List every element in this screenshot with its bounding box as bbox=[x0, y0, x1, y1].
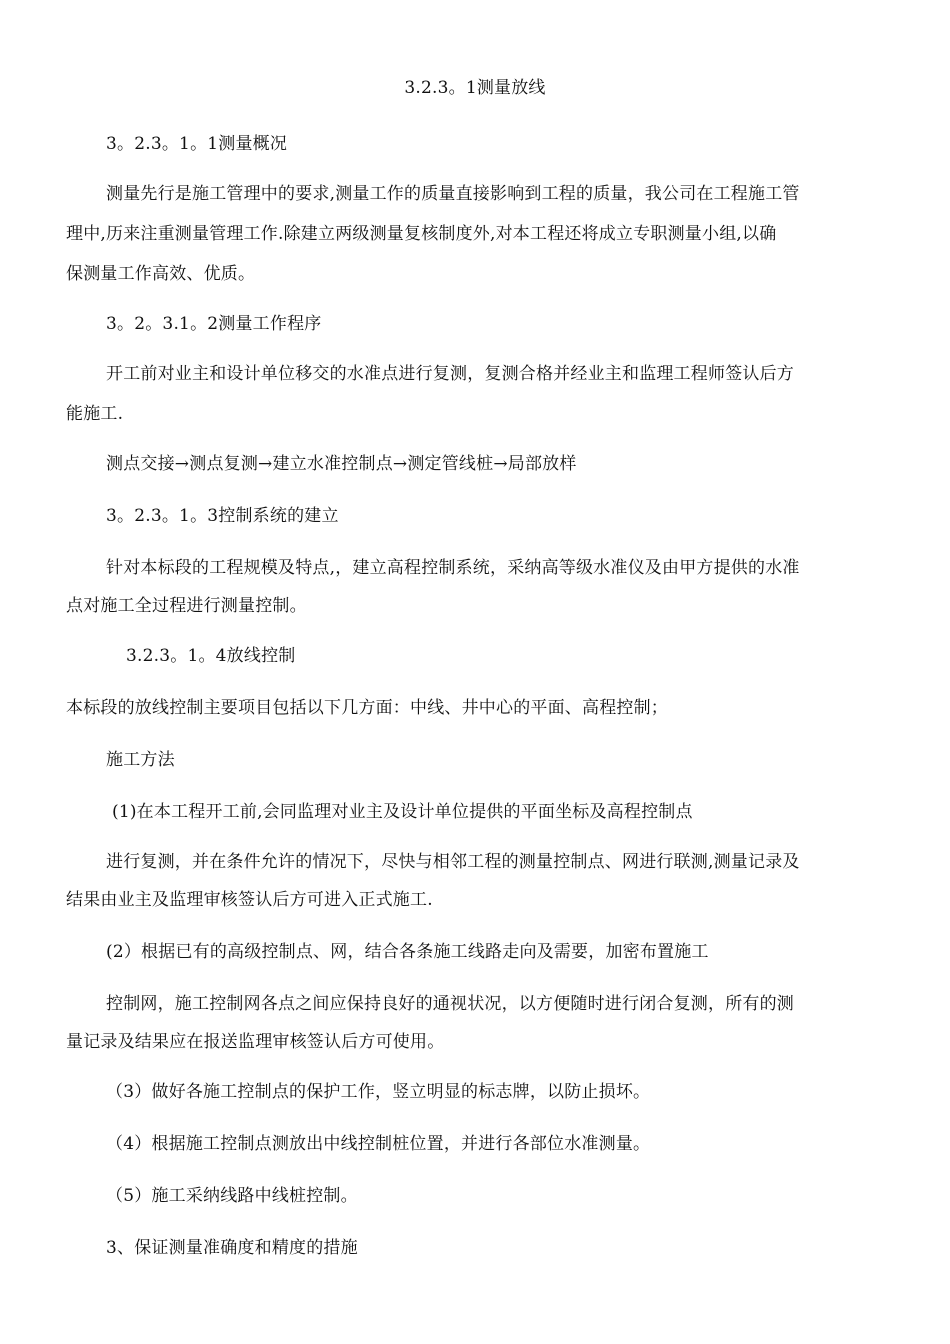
paragraph-line: 点对施工全过程进行测量控制。 bbox=[66, 596, 307, 616]
paragraph-line: 理中,历来注重测量管理工作.除建立两级测量复核制度外,对本工程还将成立专职测量小组,以确 bbox=[66, 224, 777, 244]
list-item: (2）根据已有的高级控制点、网，结合各条施工线路走向及需要，加密布置施工 bbox=[106, 942, 709, 962]
paragraph-line: 保测量工作高效、优质。 bbox=[66, 264, 256, 284]
paragraph-line: 开工前对业主和设计单位移交的水准点进行复测，复测合格并经业主和监理工程师签认后方 bbox=[106, 364, 794, 384]
heading-layout-control: 3.2.3。1。4放线控制 bbox=[126, 646, 296, 666]
heading-accuracy-measures: 3、保证测量准确度和精度的措施 bbox=[106, 1238, 358, 1258]
paragraph-line: 进行复测，并在条件允许的情况下，尽快与相邻工程的测量控制点、网进行联测,测量记录及 bbox=[106, 852, 800, 872]
list-item: （4）根据施工控制点测放出中线控制桩位置，并进行各部位水准测量。 bbox=[106, 1134, 651, 1154]
list-item: (1)在本工程开工前,会同监理对业主及设计单位提供的平面坐标及高程控制点 bbox=[112, 802, 693, 822]
construction-method-label: 施工方法 bbox=[106, 750, 175, 770]
paragraph-line: 量记录及结果应在报送监理审核签认后方可使用。 bbox=[66, 1032, 445, 1052]
paragraph-line: 测量先行是施工管理中的要求,测量工作的质量直接影响到工程的质量，我公司在工程施工管 bbox=[106, 184, 800, 204]
paragraph-line: 控制网，施工控制网各点之间应保持良好的通视状况，以方便随时进行闭合复测，所有的测 bbox=[106, 994, 794, 1014]
heading-survey-procedure: 3。2。3.1。2测量工作程序 bbox=[106, 314, 322, 334]
paragraph-line: 能施工. bbox=[66, 404, 124, 424]
section-title: 3.2.3。1测量放线 bbox=[404, 78, 546, 98]
list-item: （5）施工采纳线路中线桩控制。 bbox=[106, 1186, 358, 1206]
paragraph-line: 针对本标段的工程规模及特点,，建立高程控制系统，采纳高等级水准仪及由甲方提供的水准 bbox=[106, 558, 800, 578]
paragraph-line: 结果由业主及监理审核签认后方可进入正式施工. bbox=[66, 890, 433, 910]
paragraph-line: 本标段的放线控制主要项目包括以下几方面：中线、井中心的平面、高程控制； bbox=[66, 698, 668, 718]
heading-control-system: 3。2.3。1。3控制系统的建立 bbox=[106, 506, 339, 526]
heading-survey-overview: 3。2.3。1。1测量概况 bbox=[106, 134, 288, 154]
list-item: （3）做好各施工控制点的保护工作，竖立明显的标志牌，以防止损坏。 bbox=[106, 1082, 651, 1102]
procedure-flow: 测点交接→测点复测→建立水准控制点→测定管线桩→局部放样 bbox=[106, 454, 577, 474]
